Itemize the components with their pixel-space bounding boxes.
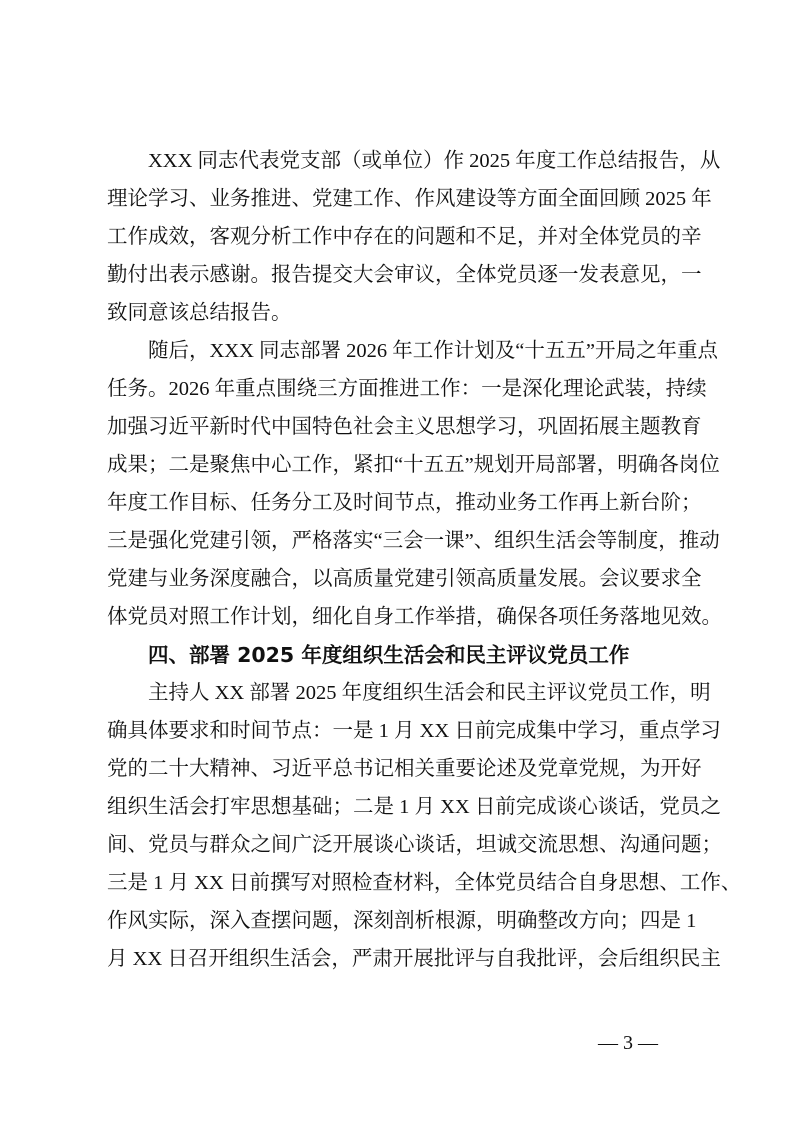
paragraph-line: 工作成效，客观分析工作中存在的问题和不足，并对全体党员的辛 — [107, 226, 702, 248]
paragraph-line: 致同意该总结报告。 — [107, 302, 292, 324]
paragraph-line: 任务。2026 年重点围绕三方面推进工作：一是深化理论武装，持续 — [107, 378, 707, 400]
paragraph-line: 成果；二是聚焦中心工作，紧扣“十五五”规划开局部署，明确各岗位 — [107, 454, 720, 476]
paragraph-line: 三是强化党建引领，严格落实“三会一课”、组织生活会等制度，推动 — [107, 530, 720, 552]
paragraph-line: 主持人 XX 部署 2025 年度组织生活会和民主评议党员工作，明 — [148, 682, 711, 704]
paragraph-line: 月 XX 日召开组织生活会，严肃开展批评与自我批评，会后组织民主 — [107, 948, 721, 970]
page-number: — 3 — — [598, 1032, 658, 1054]
paragraph-line: 党建与业务深度融合，以高质量党建引领高质量发展。会议要求全 — [107, 568, 702, 590]
paragraph-line: 三是 1 月 XX 日前撰写对照检查材料，全体党员结合自身思想、工作、 — [107, 872, 742, 894]
paragraph-line: 党的二十大精神、习近平总书记相关重要论述及党章党规，为开好 — [107, 758, 702, 780]
paragraph-line: 组织生活会打牢思想基础；二是 1 月 XX 日前完成谈心谈话，党员之 — [107, 796, 721, 818]
paragraph-line: 年度工作目标、任务分工及时间节点，推动业务工作再上新台阶； — [107, 492, 702, 514]
paragraph-line: 随后，XXX 同志部署 2026 年工作计划及“十五五”开局之年重点 — [148, 340, 718, 362]
paragraph-line: 勤付出表示感谢。报告提交大会审议，全体党员逐一发表意见，一 — [107, 264, 702, 286]
paragraph-line: 体党员对照工作计划，细化自身工作举措，确保各项任务落地见效。 — [107, 606, 722, 628]
paragraph-line: 间、党员与群众之间广泛开展谈心谈话，坦诚交流思想、沟通问题； — [107, 834, 722, 856]
paragraph-line: 确具体要求和时间节点：一是 1 月 XX 日前完成集中学习，重点学习 — [107, 720, 721, 742]
paragraph-line: XXX 同志代表党支部（或单位）作 2025 年度工作总结报告，从 — [148, 150, 721, 172]
section-heading: 四、部署 2025 年度组织生活会和民主评议党员工作 — [148, 643, 630, 667]
paragraph-line: 理论学习、业务推进、党建工作、作风建设等方面全面回顾 2025 年 — [107, 188, 712, 210]
paragraph-line: 作风实际，深入查摆问题，深刻剖析根源，明确整改方向；四是 1 — [107, 910, 697, 932]
paragraph-line: 加强习近平新时代中国特色社会主义思想学习，巩固拓展主题教育 — [107, 416, 702, 438]
